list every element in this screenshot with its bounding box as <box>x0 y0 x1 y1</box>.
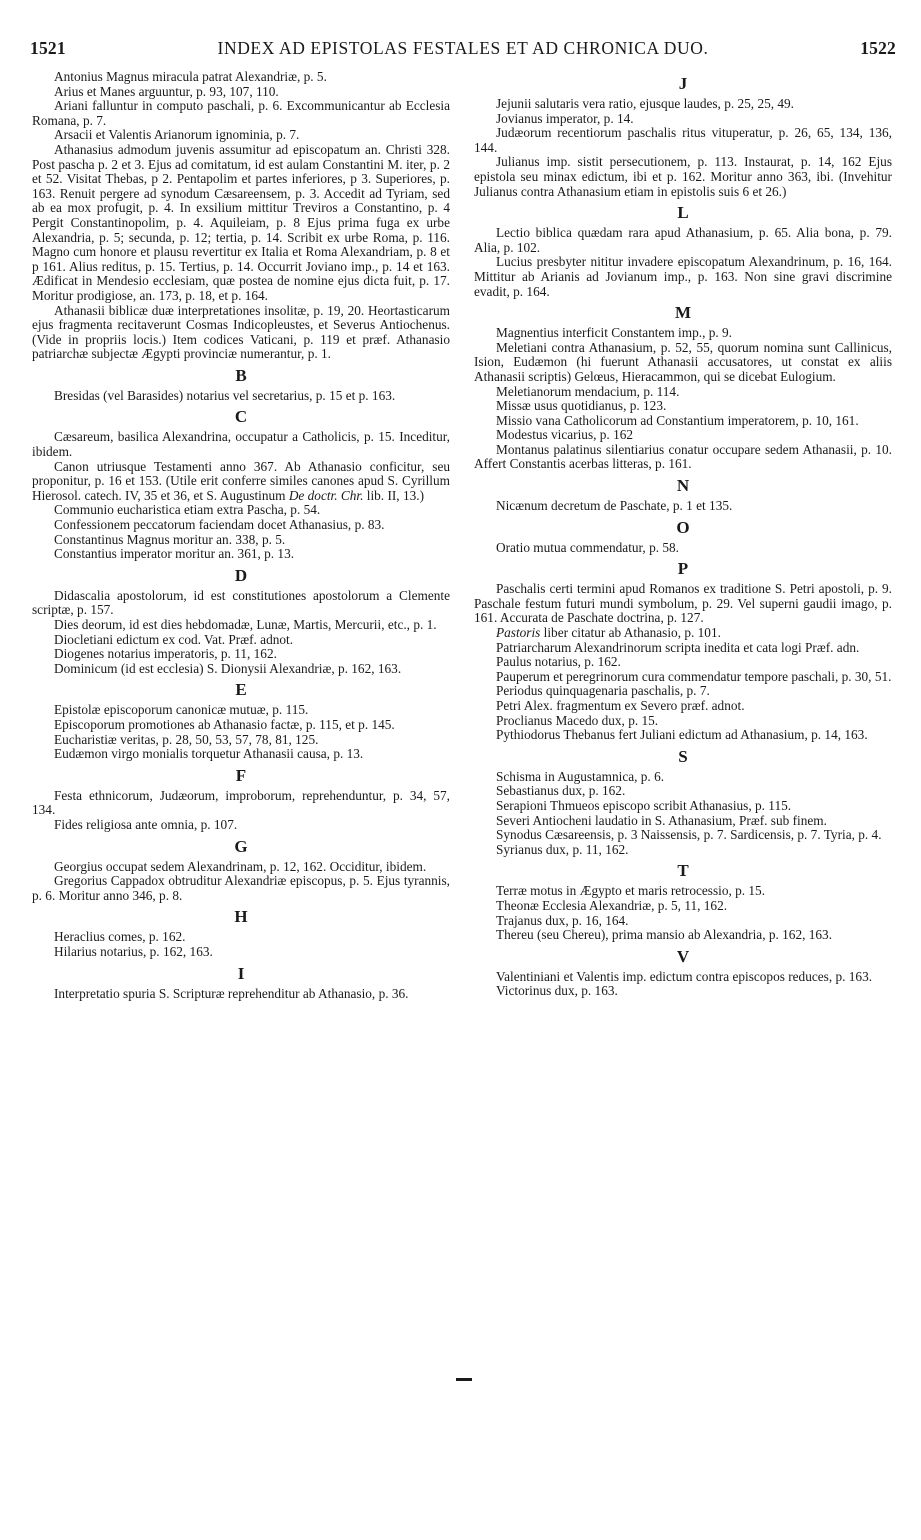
entry-text: V <box>676 946 690 966</box>
entry-text: Canon utriusque Testamenti anno 367. Ab Athanasio conficitur, seu proponitur, p. 16 et 153. (Utile erit conferre similes canones apud S. Cyrillum Hierosol. catech. IV, 35 et 36, et S. Augustinum <box>32 458 450 503</box>
index-entry <box>474 770 892 785</box>
entry-text: Athanasius admodum juvenis assumitur ad episcopatum an. Christi 328. Post pascha p. 2 et 3. Ejus ad comitatum, id est aulam Constantini M. iter, p. 2 et 52. Visitat Thebas, p 2. Pentapolim et partes inferiores, p 3. Superiores, p. 163. Renuit pergere ad synodum Cæsareensem, p. 3. Accedit ad Tyriam, sed ab ea mox profugit, p. 4. In exsilium mittitur Treviros a Constantino, p. 4 Pergit Constantinopolim, p. 4. Aquileiam, p. 8 Ejus prima fuga ex urbe Alexandria, p. 5; secunda, p. 12; tertia, p. 14. Scribit ex urbe Roma, p. 116. Magno cum honore et plausu revertitur ex Italia et Roma Alexandriam, p. 8 et p 161. Alius reditus, p. 15. Tertius, p. 14. Occurrit Joviano imp., p. 14 et 163. Ædificat in Mendesio ecclesiam, quæ postea de nomine ejus dicta fuit, p. 17. Moritur prodigiose, an. 173, p. 18, et p. 164. <box>32 141 450 303</box>
index-entry <box>474 112 892 127</box>
entry-text: Dies deorum, id est dies hebdomadæ, Lunæ, Martis, Mercurii, etc., p. 1. <box>54 617 437 632</box>
index-entry <box>474 914 892 929</box>
index-letter-heading <box>32 908 450 926</box>
left-column <box>32 70 450 1001</box>
index-entry <box>32 430 450 459</box>
entry-text: Theonæ Ecclesia Alexandriæ, p. 5, 11, 162. <box>496 897 728 913</box>
index-entry <box>32 389 450 404</box>
entry-text: Pauperum et peregrinorum cura commendatur tempore paschali, p. 30, 51. <box>496 668 892 684</box>
entry-text: Paschalis certi termini apud Romanos ex traditione S. Petri apostoli, p. 9. Paschale festum futuri mundi symbolum, p. 29. Vel superni gaudii imago, p. 161. Accurata de Paschate doctrina, p. 127. <box>474 581 892 626</box>
index-entry <box>474 126 892 155</box>
right-column <box>474 70 892 999</box>
entry-text: Severi Antiocheni laudatio in S. Athanasium, Præf. sub finem. <box>496 812 827 828</box>
index-entry <box>32 533 450 548</box>
index-entry <box>474 399 892 414</box>
entry-text: Episcoporum promotiones ab Athanasio factæ, p. 115, et p. 145. <box>54 716 395 732</box>
entry-text-tail: liber citatur ab Athanasio, p. 101. <box>540 625 721 641</box>
entry-text: Constantinus Magnus moritur an. 338, p. 5. <box>54 531 286 547</box>
index-entry <box>32 503 450 518</box>
entry-text: Athanasii biblicæ duæ interpretationes insolitæ, p. 19, 20. Heortasticarum ejus fragmenta recitaverunt Cosmas Indicopleustes, et Severus Antiochenus. (Vide in propriis locis.) Item codices Vaticani, p. 119 et præf. Athanasio patriarchæ subjectæ Ægypti provinciæ numerantur, p. 1. <box>32 302 450 362</box>
index-entry <box>474 684 892 699</box>
entry-text: Epistolæ episcoporum canonicæ mutuæ, p. 115. <box>54 702 309 718</box>
index-entry <box>474 699 892 714</box>
entry-text: Gregorius Cappadox obtruditur Alexandriæ episcopus, p. 5. Ejus tyrannis, p. 6. Moritur anno 346, p. 8. <box>32 873 450 903</box>
entry-text: Ariani falluntur in computo paschali, p. 6. Excommunicantur ab Ecclesia Romana, p. 7. <box>32 98 450 128</box>
entry-text: L <box>677 203 689 223</box>
entry-text: Sebastianus dux, p. 162. <box>496 783 626 799</box>
entry-text: Proclianus Macedo dux, p. 15. <box>496 712 659 728</box>
index-entry <box>32 860 450 875</box>
index-entry <box>32 662 450 677</box>
index-entry <box>474 541 892 556</box>
entry-text: Festa ethnicorum, Judæorum, improborum, reprehenduntur, p. 34, 57, 134. <box>32 787 450 818</box>
index-letter-heading <box>474 204 892 222</box>
index-entry <box>474 326 892 341</box>
entry-text: H <box>234 907 248 927</box>
entry-citation: Pastoris <box>496 625 541 641</box>
entry-text: Interpretatio spuria S. Scripturæ reprehenditur ab Athanasio, p. 36. <box>54 985 409 1001</box>
entry-text: Schisma in Augustamnica, p. 6. <box>496 768 665 784</box>
index-entry <box>32 647 450 662</box>
index-entry <box>474 97 892 112</box>
entry-text: Missæ usus quotidianus, p. 123. <box>496 398 667 414</box>
index-entry <box>474 728 892 743</box>
entry-text: Didascalia apostolorum, id est constitutiones apostolorum a Clemente scriptæ, p. 157. <box>32 587 450 618</box>
index-entry <box>474 928 892 943</box>
entry-text: Synodus Cæsareensis, p. 3 Naissensis, p. 7. Sardicensis, p. 7. Tyria, p. 4. <box>496 827 882 843</box>
index-entry <box>32 633 450 648</box>
index-entry <box>474 899 892 914</box>
index-entry <box>32 143 450 304</box>
entry-text: S <box>678 746 688 766</box>
entry-text: Cæsareum, basilica Alexandrina, occupatur a Catholicis, p. 15. Inceditur, ibidem. <box>32 429 450 460</box>
index-entry <box>32 747 450 762</box>
index-entry <box>474 499 892 514</box>
entry-text: Jovianus imperator, p. 14. <box>496 110 634 126</box>
entry-text: E <box>235 680 247 700</box>
index-entry <box>474 582 892 626</box>
index-entry <box>32 945 450 960</box>
entry-text: Thereu (seu Chereu), prima mansio ab Alexandria, p. 162, 163. <box>496 927 833 943</box>
entry-text: O <box>676 517 690 537</box>
index-entry <box>32 874 450 903</box>
entry-text: Diocletiani edictum ex cod. Vat. Præf. adnot. <box>54 631 294 647</box>
entry-text: Heraclius comes, p. 162. <box>54 929 186 945</box>
index-entry <box>32 99 450 128</box>
entry-text-tail: lib. II, 13.) <box>363 487 425 503</box>
entry-text: Eudæmon virgo monialis torquetur Athanasii causa, p. 13. <box>54 746 364 762</box>
index-letter-heading <box>474 862 892 880</box>
entry-text: Constantius imperator moritur an. 361, p. 13. <box>54 546 295 562</box>
index-entry <box>474 970 892 985</box>
index-entry <box>32 518 450 533</box>
entry-text: Jejunii salutaris vera ratio, ejusque laudes, p. 25, 25, 49. <box>496 96 795 111</box>
entry-text: Arsacii et Valentis Arianorum ignominia, p. 7. <box>54 127 300 143</box>
index-letter-heading <box>474 477 892 495</box>
entry-text: Modestus vicarius, p. 162 <box>496 427 634 443</box>
index-letter-heading <box>474 948 892 966</box>
index-entry <box>32 733 450 748</box>
entry-text: Judæorum recentiorum paschalis ritus vituperatur, p. 26, 65, 134, 136, 144. <box>474 125 892 155</box>
entry-text: Confessionem peccatorum faciendam docet Athanasius, p. 83. <box>54 517 385 533</box>
entry-text: P <box>677 559 689 579</box>
index-entry <box>474 341 892 385</box>
entry-text: Pythiodorus Thebanus fert Juliani edictum ad Athanasium, p. 14, 163. <box>496 727 868 743</box>
index-entry <box>474 385 892 400</box>
index-entry <box>474 255 892 299</box>
entry-text: I <box>237 963 245 983</box>
entry-text: Meletianorum mendacium, p. 114. <box>496 383 680 399</box>
entry-text: Eucharistiæ veritas, p. 28, 50, 53, 57, 78, 81, 125. <box>54 731 319 747</box>
entry-text: Patriarcharum Alexandrinorum scripta inedita et cata logi Præf. adn. <box>496 639 860 655</box>
index-letter-heading <box>474 560 892 578</box>
entry-text: D <box>234 565 248 585</box>
entry-text: Arius et Manes arguuntur, p. 93, 107, 110. <box>54 83 279 99</box>
entry-text: Oratio mutua commendatur, p. 58. <box>496 539 679 555</box>
entry-text: Missio vana Catholicorum ad Constantium imperatorem, p. 10, 161. <box>496 412 859 428</box>
index-entry <box>474 626 892 641</box>
index-letter-heading <box>32 367 450 385</box>
index-letter-heading <box>474 75 892 93</box>
entry-text: J <box>678 74 688 93</box>
index-entry <box>474 443 892 472</box>
entry-text: Hilarius notarius, p. 162, 163. <box>54 943 213 959</box>
entry-text: Valentiniani et Valentis imp. edictum contra episcopos reduces, p. 163. <box>496 968 873 984</box>
index-entry <box>474 884 892 899</box>
index-entry <box>474 414 892 429</box>
index-entry <box>32 818 450 833</box>
index-entry <box>32 128 450 143</box>
index-entry <box>32 460 450 504</box>
index-entry <box>32 618 450 633</box>
index-letter-heading <box>32 965 450 983</box>
entry-text: Trajanus dux, p. 16, 164. <box>496 912 629 928</box>
index-entry <box>474 984 892 999</box>
index-letter-heading <box>32 838 450 856</box>
index-entry <box>32 589 450 618</box>
index-entry <box>474 843 892 858</box>
entry-text: Lucius presbyter nititur invadere episcopatum Alexandrinum, p. 16, 164. Mittitur ab Arianis ad Jovianum imp., p. 163. Non sine gravi discrimine evadit, p. 164. <box>474 254 892 299</box>
page-header <box>30 38 896 62</box>
index-entry <box>32 789 450 818</box>
index-entry <box>474 428 892 443</box>
page-number-right: 1522 <box>860 38 896 58</box>
entry-text: Diogenes notarius imperatoris, p. 11, 162. <box>54 646 277 662</box>
index-letter-heading <box>474 519 892 537</box>
index-entry <box>474 784 892 799</box>
entry-text: Fides religiosa ante omnia, p. 107. <box>54 816 238 832</box>
index-entry <box>474 714 892 729</box>
index-entry <box>32 70 450 85</box>
entry-text: Antonius Magnus miracula patrat Alexandriæ, p. 5. <box>54 69 327 84</box>
index-entry <box>32 718 450 733</box>
entry-text: Victorinus dux, p. 163. <box>496 983 618 999</box>
entry-text: Petri Alex. fragmentum ex Severo præf. adnot. <box>496 698 745 713</box>
index-entry <box>32 85 450 100</box>
index-entry <box>474 655 892 670</box>
entry-text: Paulus notarius, p. 162. <box>496 654 621 670</box>
entry-text: Dominicum (id est ecclesia) S. Dionysii Alexandriæ, p. 162, 163. <box>54 660 402 676</box>
index-entry <box>474 828 892 843</box>
entry-text: Julianus imp. sistit persecutionem, p. 113. Instaurat, p. 14, 162 Ejus epistola seu minax edictum, ibi et p. 162. Moritur anno 363, ibi. (Invehitur Julianus contra Athanasium etiam in epistolis suis 6 et 26.) <box>474 154 892 199</box>
index-letter-heading <box>32 767 450 785</box>
entry-text: Magnentius interficit Constantem imp., p. 9. <box>496 325 732 341</box>
entry-text: Terræ motus in Ægypto et maris retrocessio, p. 15. <box>496 883 766 899</box>
index-entry <box>474 155 892 199</box>
entry-text: G <box>234 836 248 856</box>
index-entry <box>32 703 450 718</box>
index-entry <box>474 226 892 255</box>
footer-dash <box>456 1378 472 1381</box>
index-entry <box>32 987 450 1002</box>
entry-text: B <box>235 365 247 385</box>
entry-text: C <box>234 407 248 427</box>
entry-text: T <box>677 861 689 881</box>
index-entry <box>32 304 450 362</box>
index-letter-heading <box>474 304 892 322</box>
index-entry <box>32 930 450 945</box>
index-letter-heading <box>32 681 450 699</box>
entry-text: Montanus palatinus silentiarius conatur occupare sedem Athanasii, p. 10. Affert Constantis acerbas litteras, p. 161. <box>474 441 892 472</box>
index-entry <box>474 641 892 656</box>
index-entry <box>32 547 450 562</box>
entry-text: Nicænum decretum de Paschate, p. 1 et 135. <box>496 498 733 514</box>
entry-text: N <box>676 476 690 496</box>
entry-text: Communio eucharistica etiam extra Pascha, p. 54. <box>54 502 321 518</box>
entry-text: Meletiani contra Athanasium, p. 52, 55, quorum nomina sunt Callinicus, Ision, Eudæmon (hi fuerunt Athanasii accusatores, ut constat ex aliis Athanasii scriptis) Gelœus, Hieracammon, qui se dicebat Eulogium. <box>474 339 892 384</box>
index-entry <box>474 814 892 829</box>
running-title: INDEX AD EPISTOLAS FESTALES ET AD CHRONICA DUO. <box>217 38 709 58</box>
entry-text: Serapioni Thmueos episcopo scribit Athanasius, p. 115. <box>496 797 792 813</box>
index-letter-heading <box>474 748 892 766</box>
entry-citation: De doctr. Chr. <box>288 487 364 503</box>
page-number-left: 1521 <box>30 38 66 58</box>
entry-text: Bresidas (vel Barasides) notarius vel secretarius, p. 15 et p. 163. <box>54 387 396 403</box>
entry-text: Periodus quinquagenaria paschalis, p. 7. <box>496 683 710 699</box>
entry-text: Syrianus dux, p. 11, 162. <box>496 841 629 857</box>
entry-text: M <box>674 303 692 323</box>
entry-text: F <box>235 765 247 785</box>
index-entry <box>474 670 892 685</box>
entry-text: Lectio biblica quædam rara apud Athanasium, p. 65. Alia bona, p. 79. Alia, p. 102. <box>474 225 892 255</box>
entry-text: Georgius occupat sedem Alexandrinam, p. 12, 162. Occiditur, ibidem. <box>54 858 427 874</box>
index-letter-heading <box>32 408 450 426</box>
index-letter-heading <box>32 567 450 585</box>
index-entry <box>474 799 892 814</box>
